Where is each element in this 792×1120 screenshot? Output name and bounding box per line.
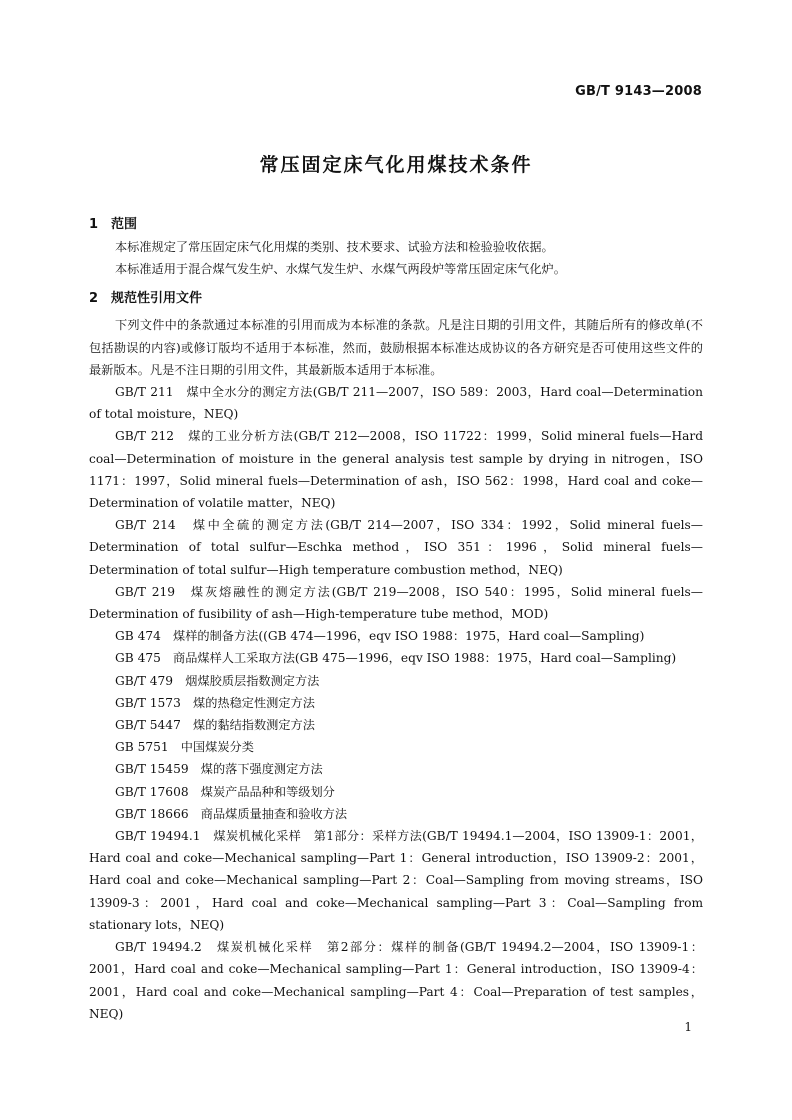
reference-entry: GB 474 煤样的制备方法((GB 474—1996，eqv ISO 1988：1975，Hard coal—Sampling) xyxy=(115,629,645,644)
reference-entry: GB/T 479 烟煤胶质层指数测定方法 xyxy=(115,673,320,688)
section-number: 1 xyxy=(89,217,99,232)
section-title: 规范性引用文件 xyxy=(111,291,203,307)
reference-entry: GB/T 17608 煤炭产品品种和等级划分 xyxy=(115,784,335,799)
reference-entry: GB/T 19494.2 煤炭机械化采样 第2部分：煤样的制备(GB/T 19494.2—2004，ISO 13909-1：2001，Hard coal and coke—Mechanical sampling—Part 1：General introduction，ISO 13909-4：2001，Hard coal and coke—Mechanical sampling—Part 4：Coal—Preparation of test samples，NEQ) xyxy=(89,940,703,1021)
reference-entry: GB/T 211 煤中全水分的测定方法(GB/T 211—2007，ISO 589：2003，Hard coal—Determination of total moisture，NEQ) xyxy=(89,385,703,422)
reference-entry: GB/T 212 煤的工业分析方法(GB/T 212—2008，ISO 11722：1999，Solid mineral fuels—Hard coal—Determination of moisture in the general analysis test sample by drying in nitrogen，ISO 1171：1997，Solid mineral fuels—Determination of ash，ISO 562：1998，Hard coal and coke—Determination of volatile matter，NEQ) xyxy=(89,429,703,511)
reference-entry: GB 475 商品煤样人工采取方法(GB 475—1996，eqv ISO 1988：1975，Hard coal—Sampling) xyxy=(115,651,677,666)
paragraph: 本标准适用于混合煤气发生炉、水煤气发生炉、水煤气两段炉等常压固定床气化炉。 xyxy=(115,262,566,277)
reference-entry: GB/T 1573 煤的热稳定性测定方法 xyxy=(115,695,315,710)
paragraph: 本标准规定了常压固定床气化用煤的类别、技术要求、试验方法和检验验收依据。 xyxy=(115,240,554,254)
paragraph: 下列文件中的条款通过本标准的引用而成为本标准的条款。凡是注日期的引用文件，其随后所有的修改单(不包括勘误的内容)或修订版均不适用于本标准，然而，鼓励根据本标准达成协议的各方研究是否可使用这些文件的最新版本。凡是不注日期的引用文件，其最新版本适用于本标准。 xyxy=(89,318,703,377)
standard-code: GB/T 9143—2008 xyxy=(575,84,702,99)
reference-entry: GB/T 19494.1 煤炭机械化采样 第1部分：采样方法(GB/T 19494.1—2004，ISO 13909-1：2001，Hard coal and coke—Mechanical sampling—Part 1：General introduction，ISO 13909-2：2001，Hard coal and coke—Mechanical sampling—Part 2：Coal—Sampling from moving streams，ISO 13909-3：2001，Hard coal and coke—Mechanical sampling—Part 3：Coal—Sampling from stationary lots，NEQ) xyxy=(89,829,703,932)
document-title: 常压固定床气化用煤技术条件 xyxy=(259,154,533,176)
reference-entry: GB/T 219 煤灰熔融性的测定方法(GB/T 219—2008，ISO 540：1995，Solid mineral fuels—Determination of fusibility of ash—High-temperature tube method，MOD) xyxy=(89,584,703,622)
section-1-body xyxy=(89,236,703,280)
reference-entry: GB 5751 中国煤炭分类 xyxy=(115,740,254,755)
section-1-heading xyxy=(89,214,703,236)
section-2-body xyxy=(89,314,703,1025)
reference-entry: GB/T 15459 煤的落下强度测定方法 xyxy=(115,762,323,777)
page-number: 1 xyxy=(684,1020,692,1034)
reference-entry: GB/T 5447 煤的黏结指数测定方法 xyxy=(115,718,315,733)
section-title: 范围 xyxy=(111,217,138,232)
reference-entry: GB/T 214 煤中全硫的测定方法(GB/T 214—2007，ISO 334：1992，Solid mineral fuels—Determination of total sulfur—Eschka method，ISO 351：1996，Solid mineral fuels—Determination of total sulfur—High temperature combustion method，NEQ) xyxy=(89,518,703,577)
reference-entry: GB/T 18666 商品煤质量抽查和验收方法 xyxy=(115,806,348,821)
document-body xyxy=(89,214,703,1025)
section-2-heading xyxy=(89,288,703,310)
section-number: 2 xyxy=(89,291,99,307)
